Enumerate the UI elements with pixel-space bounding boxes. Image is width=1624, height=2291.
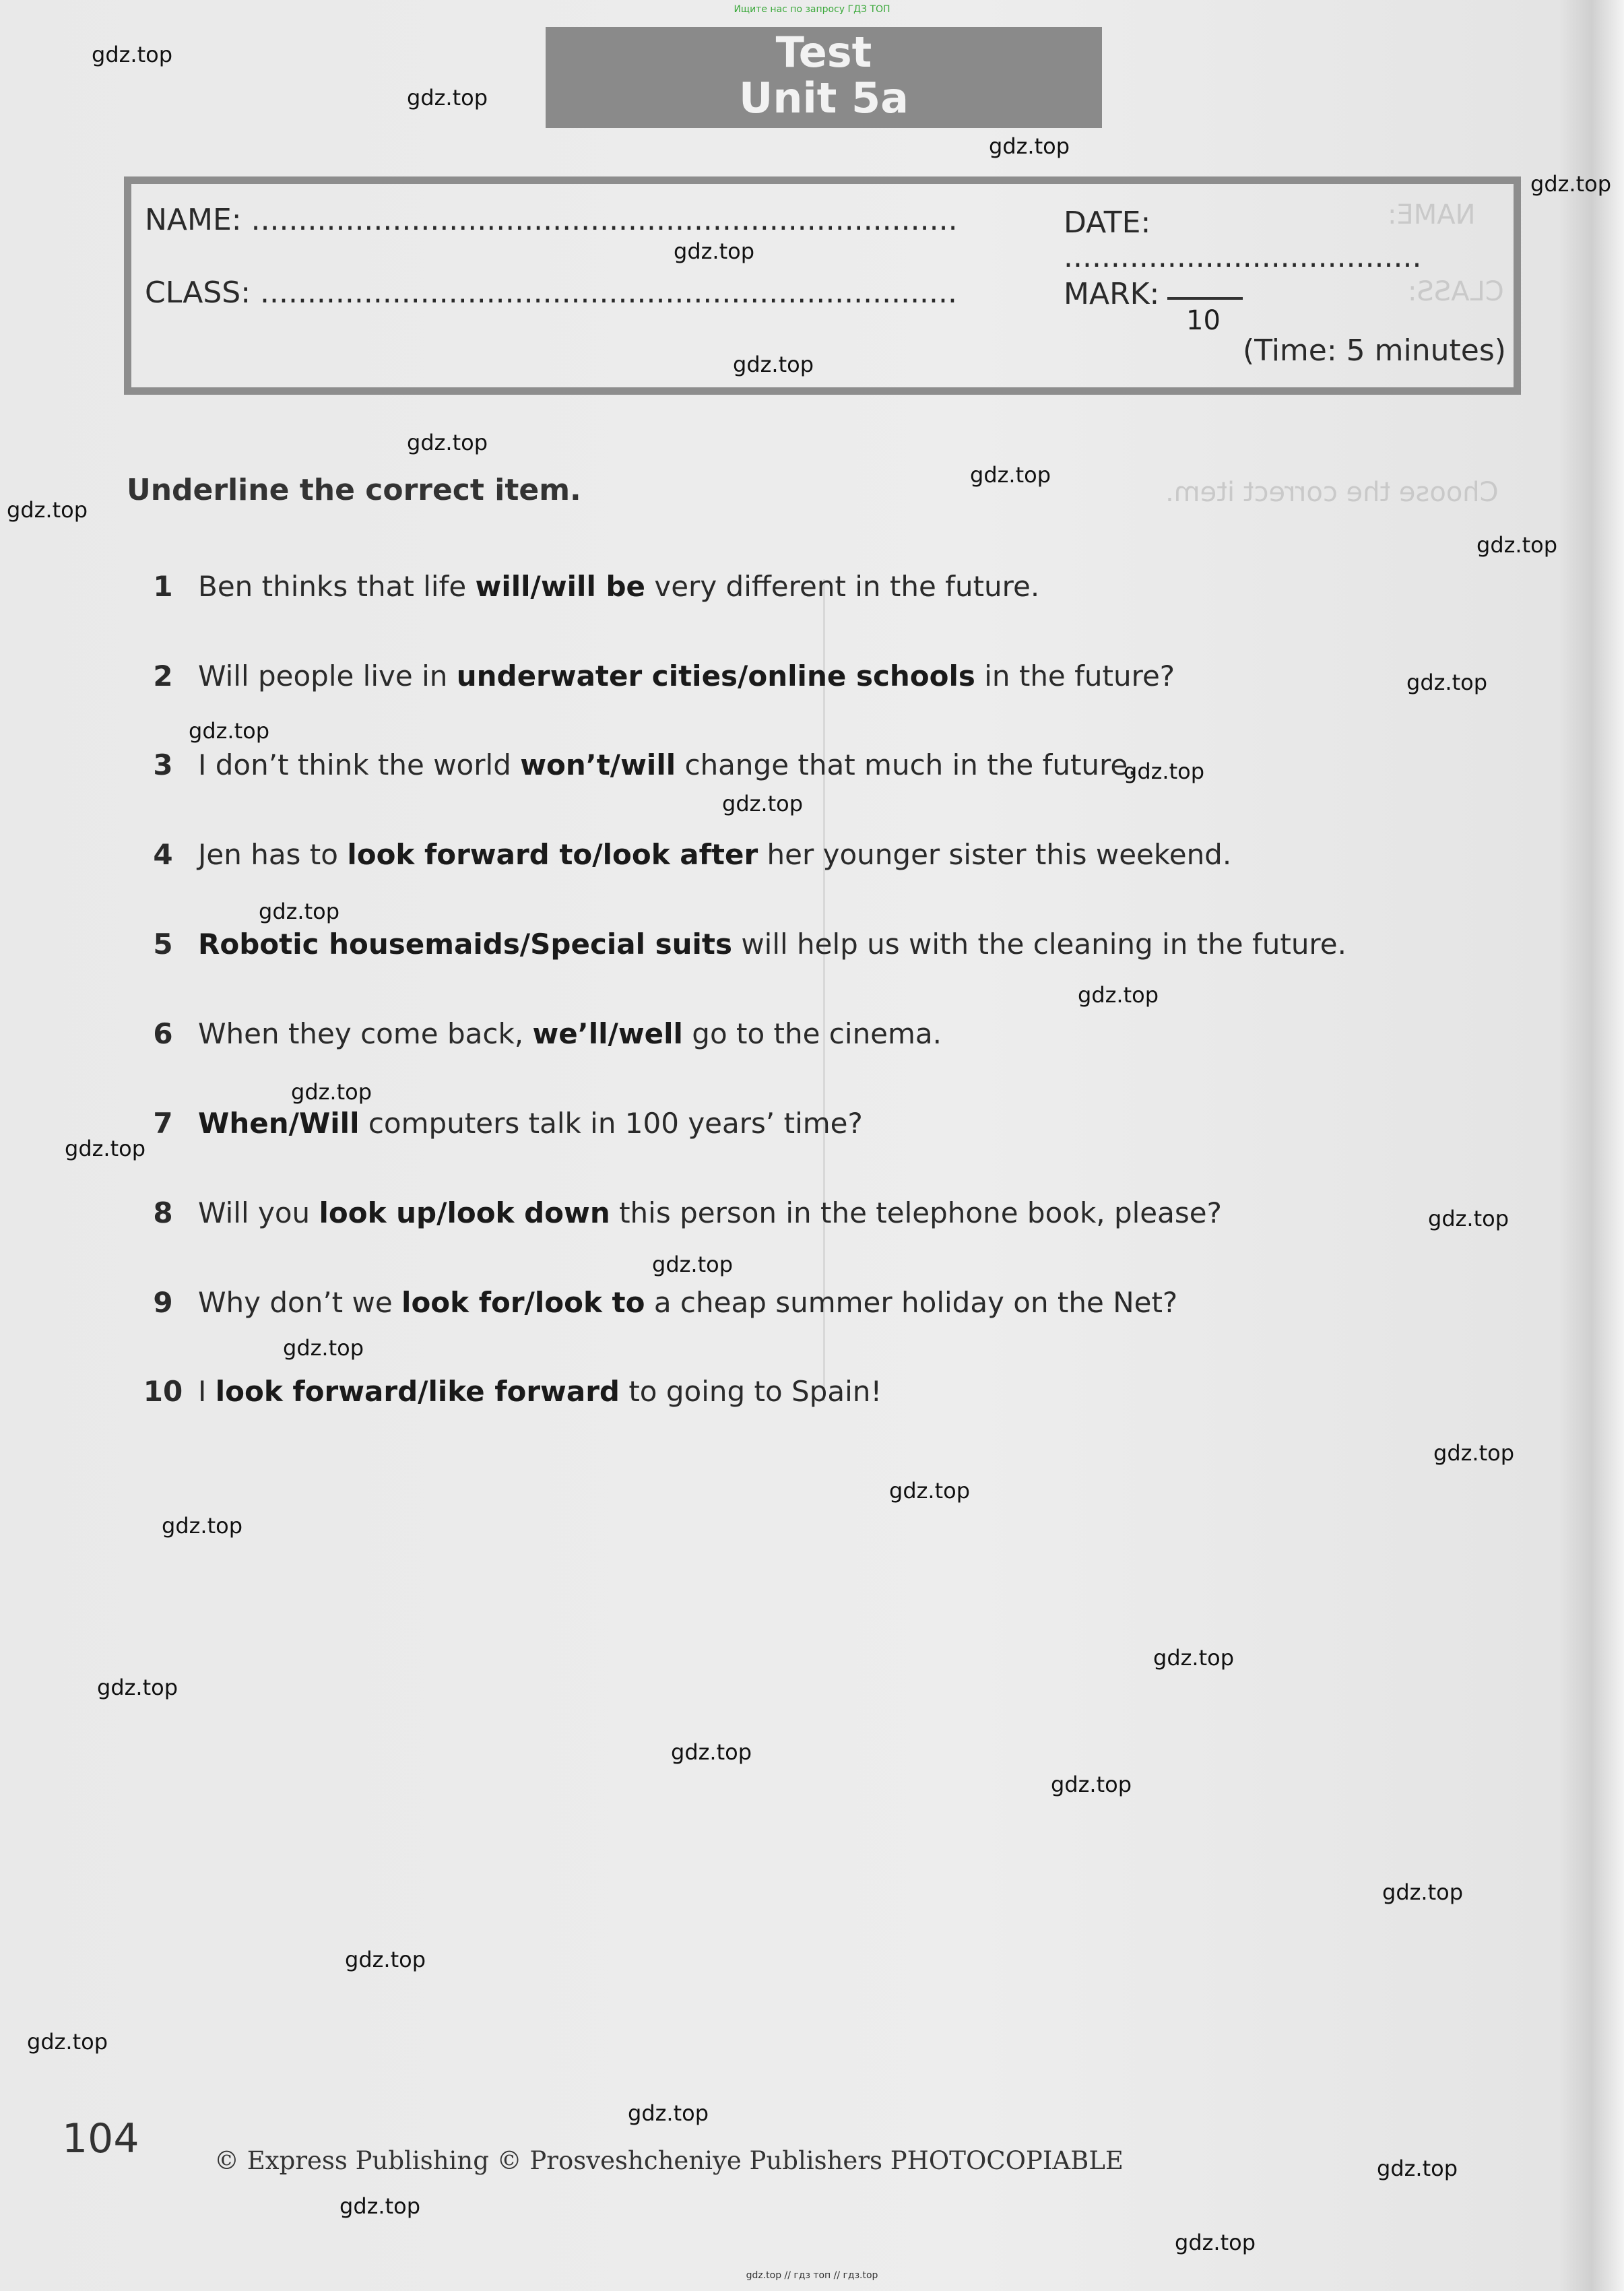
watermark: gdz.top [162, 1513, 243, 1539]
watermark: gdz.top [671, 1739, 752, 1765]
watermark: gdz.top [1382, 1879, 1464, 1905]
watermark: gdz.top [722, 791, 804, 816]
name-field: NAME: ........................................................................... [145, 203, 958, 237]
watermark: gdz.top [1051, 1772, 1132, 1797]
watermark: gdz.top [970, 462, 1051, 488]
watermark: gdz.top [1153, 1645, 1235, 1671]
list-item: 5 Robotic housemaids/Special suits will help us with the cleaning in the future. [153, 928, 1346, 961]
bottom-links[interactable]: gdz.top // гдз топ // гдз.top [746, 2270, 878, 2281]
watermark: gdz.top [407, 85, 488, 110]
list-item: 3 I don’t think the world won’t/will change that much in the future. [153, 748, 1137, 781]
mark-field: MARK: [1064, 277, 1160, 311]
student-info-box [124, 176, 1521, 395]
title-unit: Unit 5a [739, 73, 909, 123]
list-item: 7 When/Will computers talk in 100 years’ time? [153, 1107, 863, 1140]
list-item: 2 Will people live in underwater cities/online schools in the future? [153, 659, 1175, 692]
watermark: gdz.top [733, 352, 814, 377]
watermark: gdz.top [1406, 670, 1488, 695]
list-item: 9 Why don’t we look for/look to a cheap summer holiday on the Net? [153, 1286, 1178, 1319]
bleed-text: CLASS: [1408, 276, 1504, 307]
watermark: gdz.top [674, 238, 755, 264]
watermark: gdz.top [345, 1947, 426, 1972]
watermark: gdz.top [1476, 532, 1558, 558]
page-number: 104 [62, 2115, 139, 2162]
watermark: gdz.top [1175, 2230, 1256, 2255]
watermark: gdz.top [283, 1335, 364, 1361]
watermark: gdz.top [652, 1252, 734, 1277]
bleed-text: Choose the correct item. [1165, 477, 1499, 508]
list-item: 10 I look forward/like forward to going to Spain! [143, 1375, 882, 1408]
watermark: gdz.top [65, 1136, 146, 1161]
watermark: gdz.top [291, 1079, 372, 1105]
watermark: gdz.top [1433, 1440, 1515, 1466]
copyright: © Express Publishing © Prosveshcheniye Publishers PHOTOCOPIABLE [214, 2146, 1124, 2175]
watermark: gdz.top [1377, 2156, 1458, 2181]
watermark: gdz.top [97, 1675, 178, 1700]
watermark: gdz.top [889, 1478, 971, 1504]
list-item: 6 When they come back, we’ll/well go to the cinema. [153, 1017, 942, 1050]
bleed-text: NAME: [1388, 199, 1476, 230]
watermark: gdz.top [1530, 171, 1612, 197]
date-field: DATE: ...................................... [1064, 205, 1422, 274]
time-limit: (Time: 5 minutes) [1243, 333, 1506, 368]
watermark: gdz.top [27, 2029, 108, 2055]
title-banner [546, 27, 1102, 128]
watermark: gdz.top [189, 718, 270, 744]
list-item: 4 Jen has to look forward to/look after her younger sister this weekend. [153, 838, 1232, 871]
top-search-link[interactable]: Ищите нас по запросу ГДЗ ТОП [734, 4, 890, 15]
class-field: CLASS: .......................................................................... [145, 276, 958, 310]
watermark: gdz.top [1124, 759, 1205, 784]
watermark: gdz.top [259, 899, 340, 924]
instruction: Underline the correct item. [127, 473, 581, 507]
title-test: Test [775, 28, 872, 77]
watermark: gdz.top [7, 497, 88, 523]
watermark: gdz.top [339, 2193, 421, 2219]
watermark: gdz.top [1078, 982, 1159, 1008]
bleed-divider [823, 579, 825, 1401]
watermark: gdz.top [92, 42, 173, 67]
watermark: gdz.top [989, 133, 1070, 159]
watermark: gdz.top [628, 2100, 709, 2126]
watermark: gdz.top [407, 430, 488, 455]
watermark: gdz.top [1428, 1206, 1509, 1231]
mark-fraction-line [1167, 297, 1243, 300]
mark-denominator: 10 [1186, 305, 1221, 336]
list-item: 8 Will you look up/look down this person in the telephone book, please? [153, 1196, 1222, 1229]
list-item: 1 Ben thinks that life will/will be very different in the future. [153, 570, 1040, 603]
